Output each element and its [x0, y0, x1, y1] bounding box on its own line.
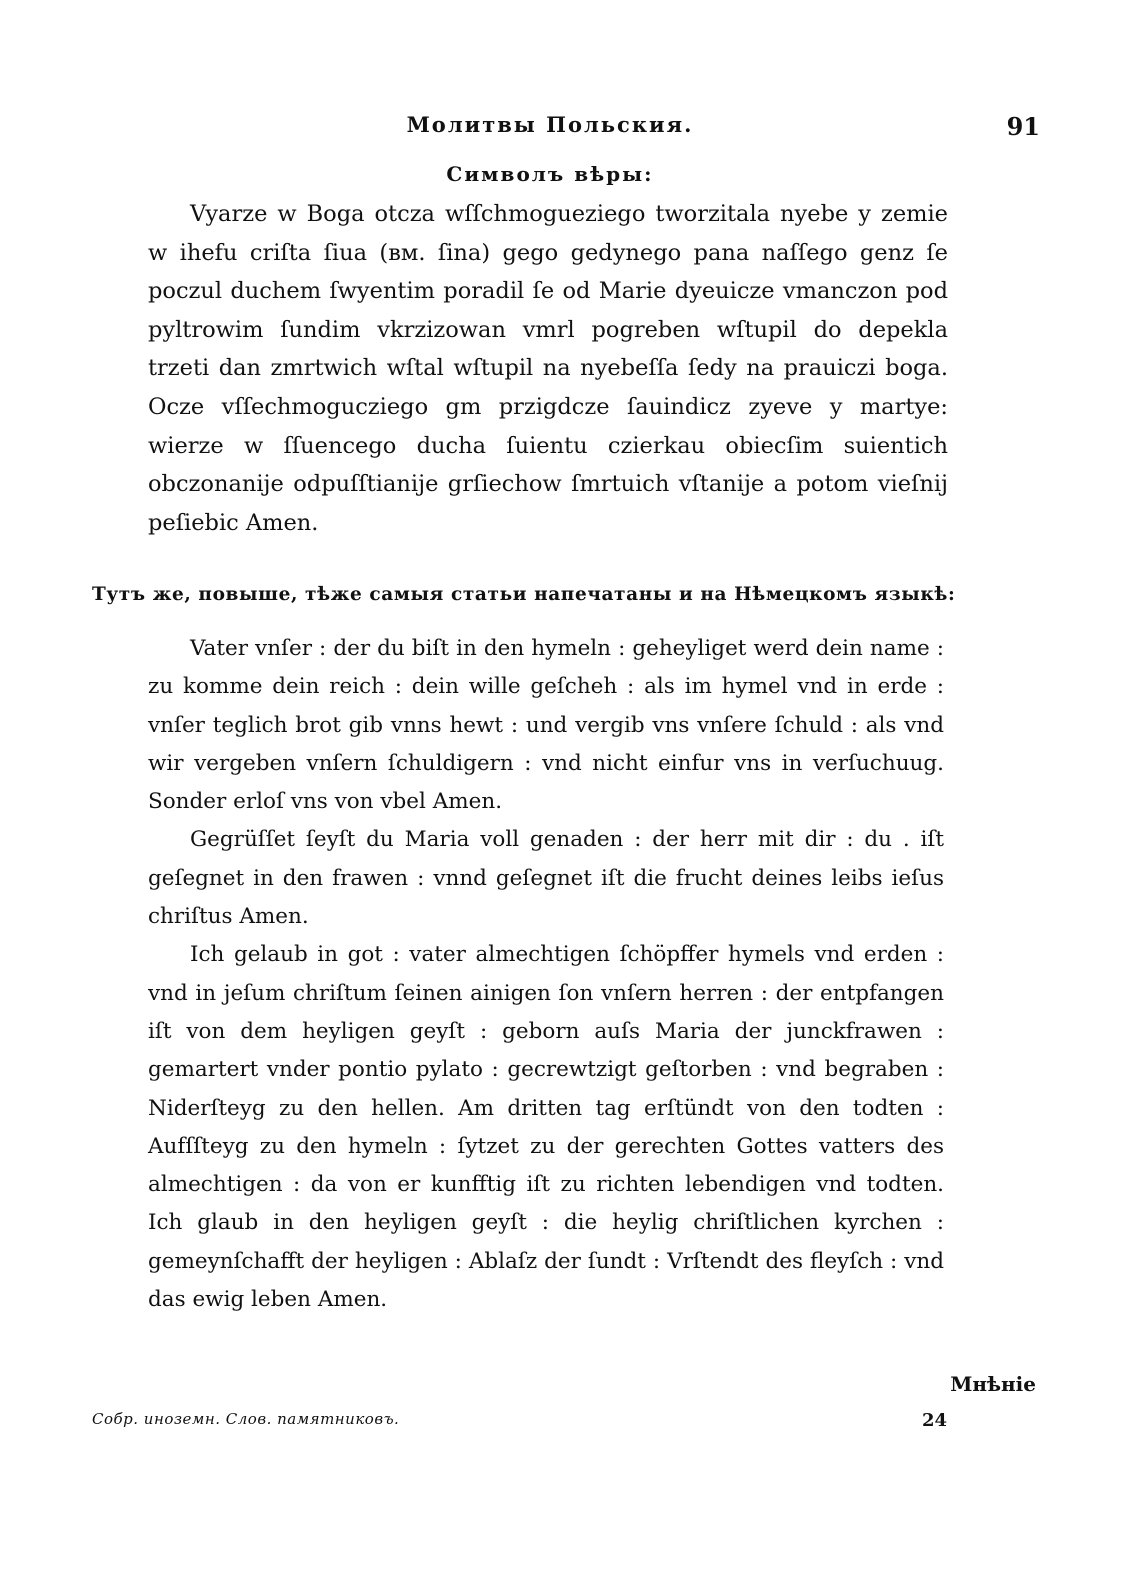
german-prayers-text: [148, 630, 944, 1319]
page-number: 91: [1006, 112, 1040, 141]
polish-paragraph: Vyarze w Boga otcza wſſchmogueziego tworzitala nyebe y zemie w ihefu criſta ſiua (вм. ſina) gego gedynego pana naſſego genz ſe poczul duchem ſwyentim poradil ſe od Marie dyeuicze vmanczon pod pyltrowim ſundim vkrzizowan vmrl pogreben wſtupil do depekla trzeti dan zmrtwich wſtal wſtupil na nyebeſſa ſedy na prauiczi boga. Ocze vſſechmogucziego gm przigdcze ſauindicz zyeve y martye: wierze w ſſuencego ducha ſuientu czierkau obiecſim suientich obczonanije odpuſſtianije grſiechow ſmrtuich vſtanije a potom vieſnij peſiebic Amen.: [148, 201, 948, 536]
polish-section-title: Символъ вѣры:: [446, 162, 654, 186]
signature-mark: 24: [922, 1410, 948, 1431]
running-title: Молитвы Польския.: [406, 112, 694, 137]
german-intro-note: Тутъ же, повыше, тѣже самыя статьи напечатаны и на Нѣмецкомъ языкѣ:: [92, 584, 956, 605]
german-paragraph-creed: Ich gelaub in got : vater almechtigen ſchöpffer hymels vnd erden : vnd in jeſum chriſtum ſeinen ainigen ſon vnſern herren : der entpfangen iſt von dem heyligen geyſt : geborn auſs Maria der junckfrawen : gemartert vnder pontio pylato : gecrewtzigt geſtorben : vnd begraben : Niderſteyg zu den hellen. Am dritten tag erſtündt von den todten : Aufſſteyg zu den hymeln : ſytzet zu der gerechten Gottes vatters des almechtigen : da von er kunfftig iſt zu richten lebendigen vnd todten. Ich glaub in den heyligen geyſt : die heylig chriſtlichen kyrchen : gemeynſchafft der heyligen : Ablaſz der ſundt : Vrſtendt des fleyſch : vnd das ewig leben Amen.: [148, 942, 944, 1313]
german-paragraph-hail-mary: Gegrüſſet ſeyſt du Maria voll genaden : der herr mit dir : du . iſt geſegnet in den frawen : vnnd geſegnet iſt die frucht deines leibs ieſus chriſtus Amen.: [148, 827, 944, 930]
collection-title: Собр. иноземн. Слов. памятниковъ.: [92, 1410, 400, 1428]
polish-creed-text: [148, 195, 948, 542]
catchword: Мнѣніе: [950, 1372, 1036, 1396]
german-paragraph-lords-prayer: Vater vnſer : der du biſt in den hymeln : geheyliget werd dein name : zu komme dein reich : dein wille geſcheh : als im hymel vnd in erde : vnſer teglich brot gib vnns hewt : und vergib vns vnſere ſchuld : als vnd wir vergeben vnſern ſchuldigern : vnd nicht einfur vns in verſuchuug. Sonder erloſ vns von vbel Amen.: [148, 636, 944, 815]
